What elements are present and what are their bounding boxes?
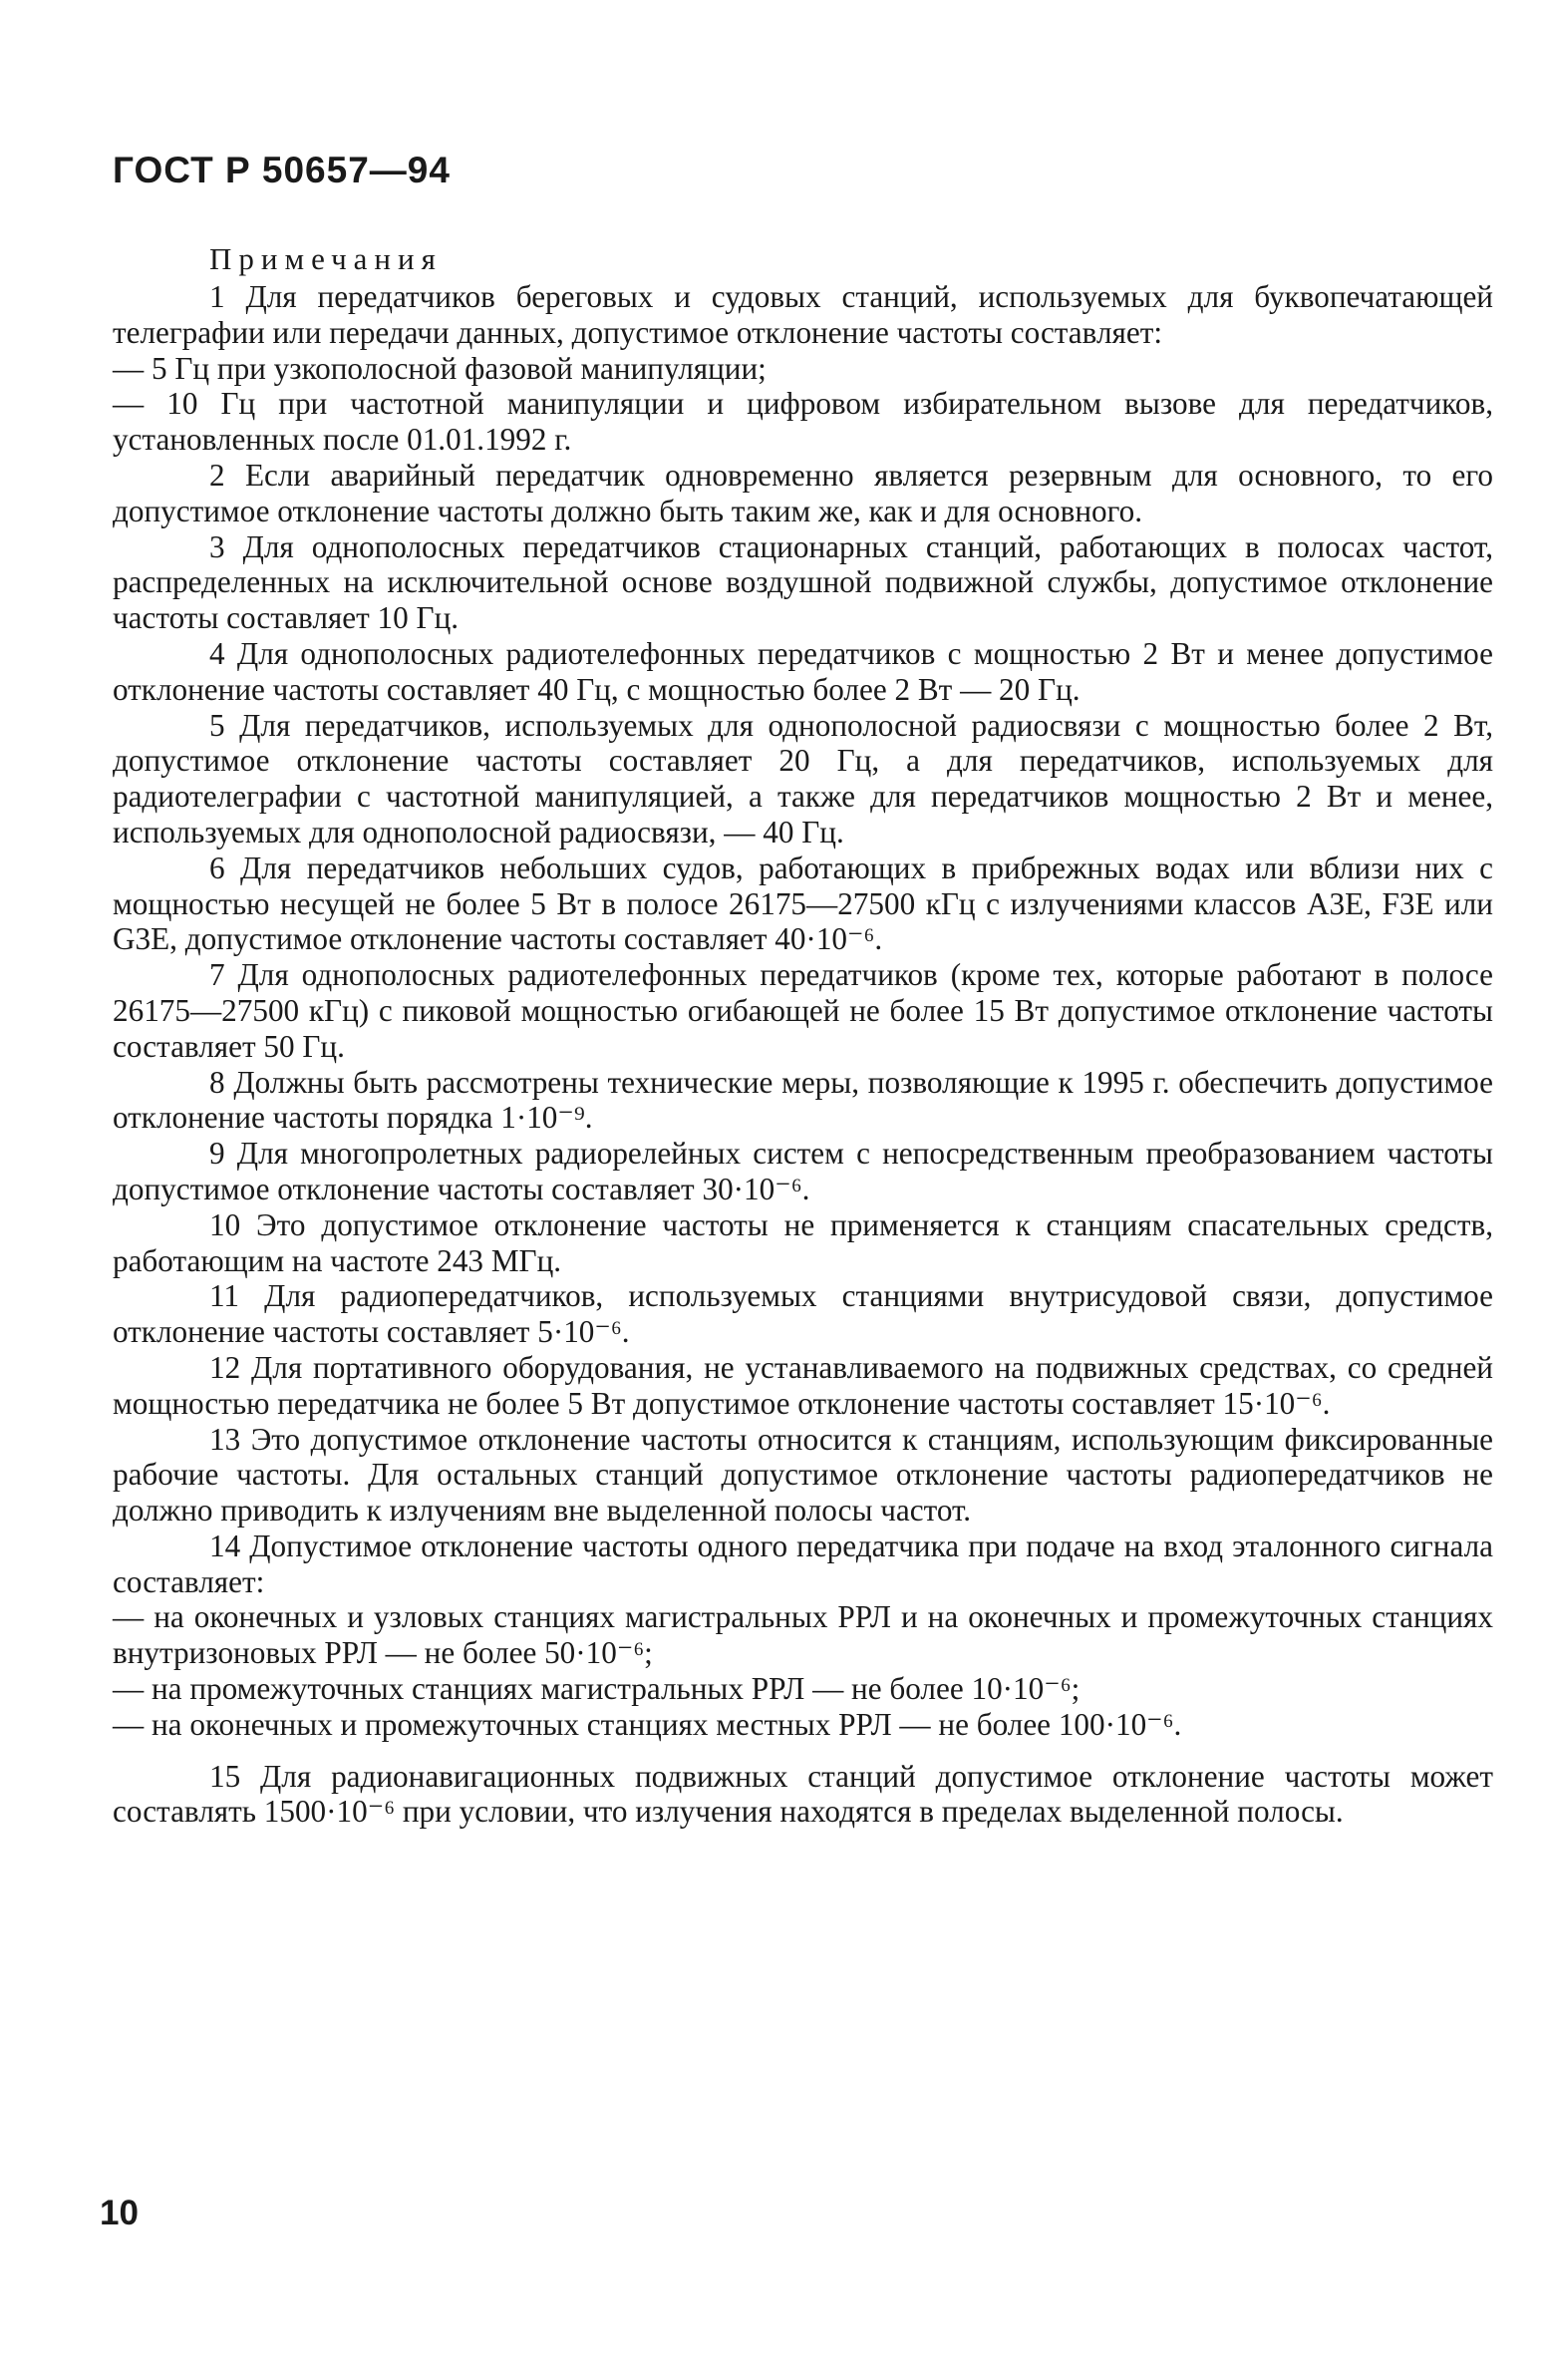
note-2: 2 Если аварийный передатчик одновременно является резервным для основного, то его допустимое отклонение частоты должно быть таким же, как и для основного. [113,457,1493,528]
note-13: 13 Это допустимое отклонение частоты относится к станциям, использующим фиксированные рабочие частоты. Для остальных станций допустимое отклонение частоты радиопередатчиков не должно приводить к излучениям вне выделенной полосы частот. [113,1421,1493,1529]
note-9: 9 Для многопролетных радиорелейных систем с непосредственным преобразованием частоты допустимое отклонение частоты составляет 30·10⁻⁶. [113,1136,1493,1206]
notes-title: Примечания [209,241,443,276]
note-14: 14 Допустимое отклонение частоты одного передатчика при подаче на вход эталонного сигнала составляет: [113,1528,1493,1599]
note-6: 6 Для передатчиков небольших судов, работающих в прибрежных водах или вблизи них с мощностью несущей не более 5 Вт в полосе 26175—27500 кГц с излучениями классов A3E, F3E или G3E, допустимое отклонение частоты составляет 40·10⁻⁶. [113,850,1493,957]
note-1-item-2: — 10 Гц при частотной манипуляции и цифровом избирательном вызове для передатчиков, установленных после 01.01.1992 г. [113,386,1493,458]
note-11: 11 Для радиопередатчиков, используемых станциями внутрисудовой связи, допустимое отклонение частоты составляет 5·10⁻⁶. [113,1278,1493,1350]
note-10: 10 Это допустимое отклонение частоты не применяется к станциям спасательных средств, работающим на частоте 243 МГц. [113,1206,1493,1278]
note-1: 1 Для передатчиков береговых и судовых станций, используемых для буквопечатающей телеграфии или передачи данных, допустимое отклонение частоты составляет: [113,279,1493,350]
note-12: 12 Для портативного оборудования, не устанавливаемого на подвижных средствах, со средней мощностью передатчика не более 5 Вт допустимое отклонение частоты составляет 15·10⁻⁶. [113,1349,1493,1421]
note-14-item-2: — на промежуточных станциях магистральных РРЛ — не более 10·10⁻⁶; [113,1671,1081,1707]
note-4: 4 Для однополосных радиотелефонных передатчиков с мощностью 2 Вт и менее допустимое отклонение частоты составляет 40 Гц, с мощностью более 2 Вт — 20 Гц. [113,635,1493,707]
note-15: 15 Для радионавигационных подвижных станций допустимое отклонение частоты может составлять 1500·10⁻⁶ при условии, что излучения находятся в пределах выделенной полосы. [113,1758,1493,1830]
note-7: 7 Для однополосных радиотелефонных передатчиков (кроме тех, которые работают в полосе 26175—27500 кГц) с пиковой мощностью огибающей не более 15 Вт допустимое отклонение частоты составляет 50 Гц. [113,957,1493,1064]
notes-body [113,279,1493,1830]
note-8: 8 Должны быть рассмотрены технические меры, позволяющие к 1995 г. обеспечить допустимое отклонение частоты порядка 1·10⁻⁹. [113,1064,1493,1136]
note-14-item-1: — на оконечных и узловых станциях магистральных РРЛ и на оконечных и промежуточных станциях внутризоновых РРЛ — не более 50·10⁻⁶; [113,1599,1493,1671]
document-page [113,150,1493,1830]
note-1-item-1: — 5 Гц при узкополосной фазовой манипуляции; [113,350,767,386]
note-14-item-3: — на оконечных и промежуточных станциях местных РРЛ — не более 100·10⁻⁶. [113,1706,1182,1742]
page-number: 10 [100,2194,139,2232]
note-3: 3 Для однополосных передатчиков стационарных станций, работающих в полосах частот, распределенных на исключительной основе воздушной подвижной службы, допустимое отклонение частоты составляет 10 Гц. [113,528,1493,636]
note-5: 5 Для передатчиков, используемых для однополосной радиосвязи с мощностью более 2 Вт, допустимое отклонение частоты составляет 20 Гц, а для передатчиков, используемых для радиотелеграфии с частотной манипуляцией, а также для передатчиков мощностью 2 Вт и менее, используемых для однополосной радиосвязи, — 40 Гц. [113,707,1493,850]
document-code-header: ГОСТ Р 50657—94 [113,150,451,190]
